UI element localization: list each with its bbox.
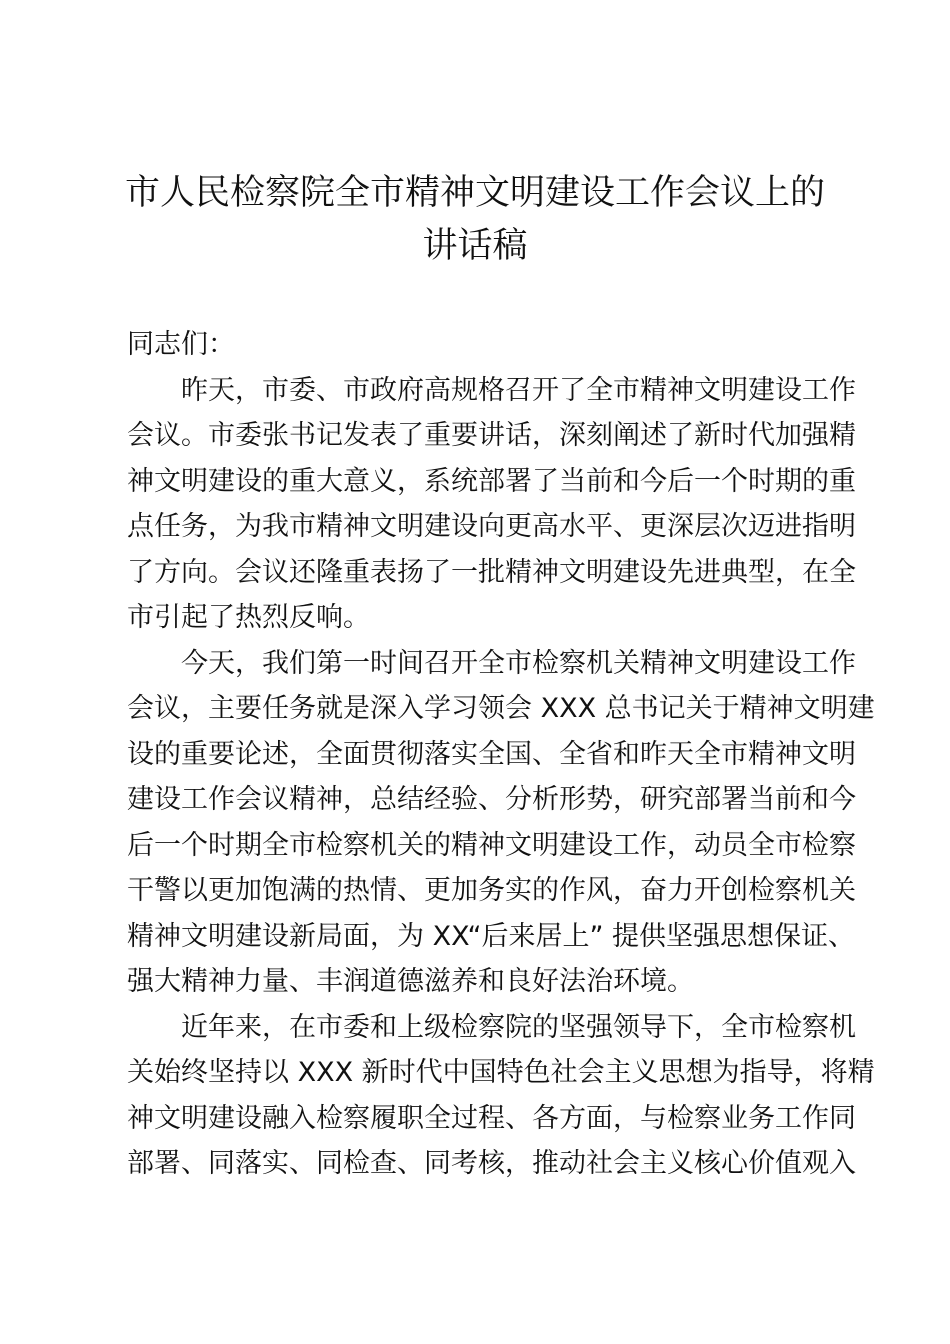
paragraph-line: 会议。市委张书记发表了重要讲话，深刻阐述了新时代加强精 [127,420,856,451]
document-body [127,322,875,1187]
paragraph-2 [127,641,875,1005]
paragraph-line: 设的重要论述，全面贯彻落实全国、全省和昨天全市精神文明 [127,738,856,770]
paragraph-line: 精神文明建设新局面，为 XX“后来居上” 提供坚强思想保证、 [127,920,856,952]
paragraph-line: 神文明建设融入检察履职全过程、各方面，与检察业务工作同 [127,1102,856,1134]
paragraph-line: 昨天，市委、市政府高规格召开了全市精神文明建设工作 [181,374,856,406]
salutation: 同志们： [127,329,235,360]
paragraph-line: 建设工作会议精神，总结经验、分析形势，研究部署当前和今 [127,784,856,815]
paragraph-line: 点任务，为我市精神文明建设向更高水平、更深层次迈进指明 [127,511,856,542]
paragraph-3 [127,1005,875,1187]
paragraph-line: 关始终坚持以 XXX 新时代中国特色社会主义思想为指导，将精 [127,1057,875,1088]
document-title [118,167,832,273]
paragraph-1 [127,368,856,641]
paragraph-line: 后一个时期全市检察机关的精神文明建设工作，动员全市检察 [127,829,856,861]
paragraph-line: 近年来，在市委和上级检察院的坚强领导下，全市检察机 [181,1011,856,1043]
paragraph-line: 神文明建设的重大意义，系统部署了当前和今后一个时期的重 [127,465,856,497]
paragraph-line: 干警以更加饱满的热情、更加务实的作风，奋力开创检察机关 [127,875,856,906]
paragraph-line: 市引起了热烈反响。 [127,602,370,633]
title-line: 市人民检察院全市精神文明建设工作会议上的 [124,173,825,213]
paragraph-line: 了方向。会议还隆重表扬了一批精神文明建设先进典型，在全 [127,556,856,588]
title-line: 讲话稿 [422,226,528,266]
paragraph-line: 强大精神力量、丰润道德滋养和良好法治环境。 [127,966,694,997]
paragraph-line: 部署、同落实、同检查、同考核，推动社会主义核心价值观入 [127,1148,856,1179]
paragraph-line: 会议，主要任务就是深入学习领会 XXX 总书记关于精神文明建 [127,693,875,724]
paragraph-line: 今天，我们第一时间召开全市检察机关精神文明建设工作 [181,647,856,679]
